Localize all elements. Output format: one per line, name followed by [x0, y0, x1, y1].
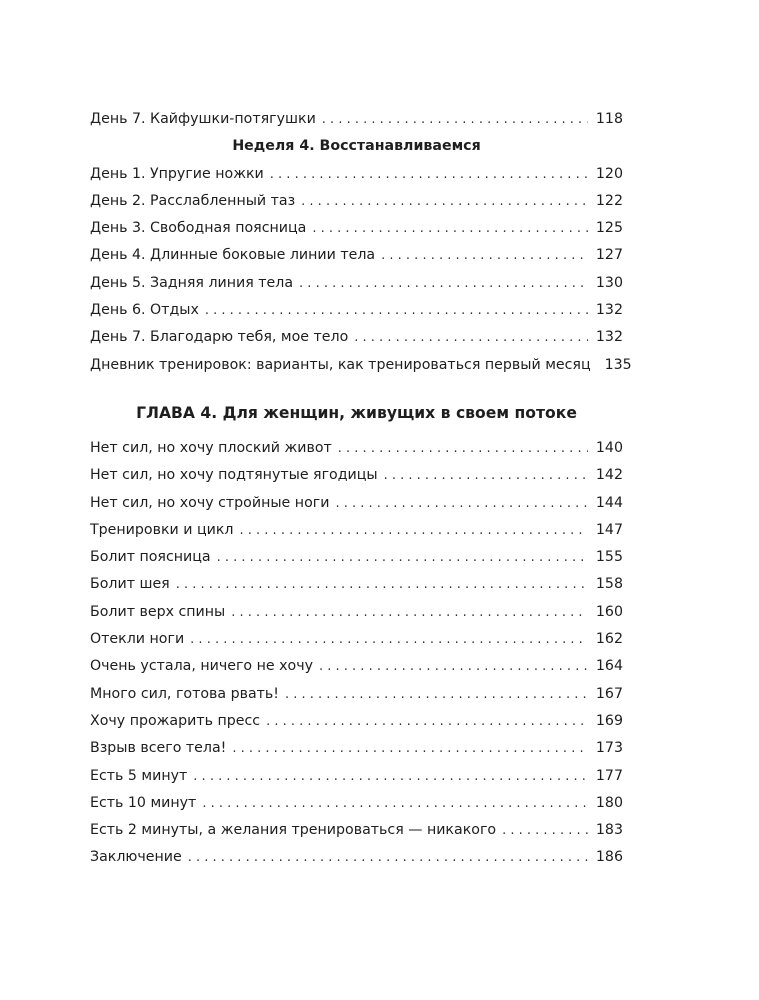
toc-row — [90, 517, 623, 544]
toc-entry-title: Очень устала, ничего не хочу — [90, 658, 313, 675]
toc-page-number: 144 — [595, 494, 623, 511]
toc-page-number: 120 — [595, 165, 623, 182]
toc-row — [90, 270, 623, 297]
toc-page-number: 180 — [595, 794, 623, 811]
dot-leader — [231, 599, 588, 626]
toc-entry-title: Тренировки и цикл — [90, 521, 234, 538]
toc-entry-title: День 5. Задняя линия тела — [90, 274, 294, 291]
dot-leader — [335, 490, 587, 517]
toc-entry-title: День 2. Расслабленный таз — [90, 192, 296, 209]
dot-leader — [312, 215, 588, 242]
dot-leader — [285, 681, 588, 708]
toc-entry-title: Болит верх спины — [90, 603, 226, 620]
dot-leader — [202, 790, 588, 817]
dot-leader — [319, 653, 588, 680]
toc-entry-title: День 7. Благодарю тебя, мое тело — [90, 329, 349, 346]
toc-entry-title: День 7. Кайфушки-потягушки — [90, 111, 316, 127]
toc-row — [90, 161, 623, 188]
toc-page-number: 140 — [595, 439, 623, 456]
toc-page-number: 132 — [595, 302, 623, 319]
toc-page-number: 147 — [595, 521, 623, 538]
toc-page-number: 118 — [595, 111, 623, 127]
dot-leader — [232, 735, 588, 762]
toc-page-number: 132 — [595, 329, 623, 346]
toc-row — [90, 571, 623, 598]
dot-leader — [217, 544, 588, 571]
toc-row — [90, 626, 623, 653]
dot-leader — [240, 517, 588, 544]
toc-page-number: 167 — [595, 685, 623, 702]
toc-entry-title: Дневник тренировок: варианты, как тренироваться первый месяц — [90, 356, 591, 373]
dot-leader — [384, 462, 588, 489]
dot-leader — [502, 817, 588, 844]
toc-page-number: 130 — [595, 274, 623, 291]
dot-leader — [299, 270, 588, 297]
toc-page-number: 162 — [595, 631, 623, 648]
chapter-heading: ГЛАВА 4. Для женщин, живущих в своем потоке — [136, 403, 577, 422]
toc-row — [90, 297, 623, 324]
toc-entry-title: Болит шея — [90, 576, 170, 593]
toc-page-number: 183 — [595, 822, 623, 839]
toc-entry-title: Много сил, готова рвать! — [90, 685, 279, 702]
toc-page-number: 127 — [595, 247, 623, 264]
toc-row — [90, 844, 623, 871]
toc-entry-title: День 6. Отдых — [90, 302, 199, 319]
toc-row — [90, 763, 623, 790]
toc-row — [90, 708, 623, 735]
dot-leader — [188, 844, 588, 871]
toc-row — [90, 653, 623, 680]
toc-entry-title: Хочу прожарить пресс — [90, 712, 261, 729]
toc-entry-title: Нет сил, но хочу стройные ноги — [90, 494, 330, 511]
toc-page-number: 142 — [595, 467, 623, 484]
toc-entry-title: Заключение — [90, 849, 182, 866]
toc-entry-title: Есть 2 минуты, а желания тренироваться — никакого — [90, 822, 497, 839]
toc-row — [90, 490, 623, 517]
toc-row — [90, 790, 623, 817]
week-heading: Неделя 4. Восстанавливаемся — [232, 138, 481, 155]
toc-page-number: 186 — [595, 849, 623, 866]
toc-row — [90, 106, 623, 133]
toc-page-number: 155 — [595, 549, 623, 566]
toc-row — [90, 435, 623, 462]
toc-row — [90, 215, 623, 242]
toc-page-number: 125 — [595, 220, 623, 237]
toc-row — [90, 817, 623, 844]
dot-leader — [266, 708, 588, 735]
toc-page-number: 173 — [595, 740, 623, 757]
toc-row — [90, 352, 632, 379]
toc-entry-title: Нет сил, но хочу плоский живот — [90, 439, 332, 456]
toc-row — [90, 242, 623, 269]
toc-entry-title: Нет сил, но хочу подтянутые ягодицы — [90, 467, 378, 484]
toc-entry-title: Взрыв всего тела! — [90, 740, 227, 757]
toc-entry-title: Болит поясница — [90, 549, 211, 566]
dot-leader — [205, 297, 588, 324]
toc-entry-title: День 1. Упругие ножки — [90, 165, 264, 182]
table-of-contents — [90, 106, 632, 872]
dot-leader — [270, 161, 588, 188]
toc-page-number: 169 — [595, 712, 623, 729]
toc-entry-title: Есть 5 минут — [90, 767, 188, 784]
toc-row — [90, 544, 623, 571]
dot-leader — [338, 435, 588, 462]
toc-page-number: 135 — [604, 356, 632, 373]
toc-row — [90, 599, 623, 626]
toc-page-number: 158 — [595, 576, 623, 593]
toc-row — [90, 462, 623, 489]
toc-row — [90, 188, 623, 215]
toc-page-number: 122 — [595, 192, 623, 209]
toc-row — [90, 681, 623, 708]
toc-row — [90, 324, 623, 351]
toc-entry-title: Отекли ноги — [90, 631, 185, 648]
toc-entry-title: Есть 10 минут — [90, 794, 197, 811]
dot-leader — [381, 242, 588, 269]
toc-page-number: 177 — [595, 767, 623, 784]
toc-entry-title: День 3. Свободная поясница — [90, 220, 307, 237]
dot-leader — [193, 763, 588, 790]
dot-leader — [176, 571, 588, 598]
toc-row — [90, 735, 623, 762]
toc-page-number: 164 — [595, 658, 623, 675]
dot-leader — [354, 324, 588, 351]
toc-page-number: 160 — [595, 603, 623, 620]
toc-entry-title: День 4. Длинные боковые линии тела — [90, 247, 376, 264]
dot-leader — [301, 188, 588, 215]
dot-leader — [322, 106, 588, 133]
dot-leader — [190, 626, 588, 653]
